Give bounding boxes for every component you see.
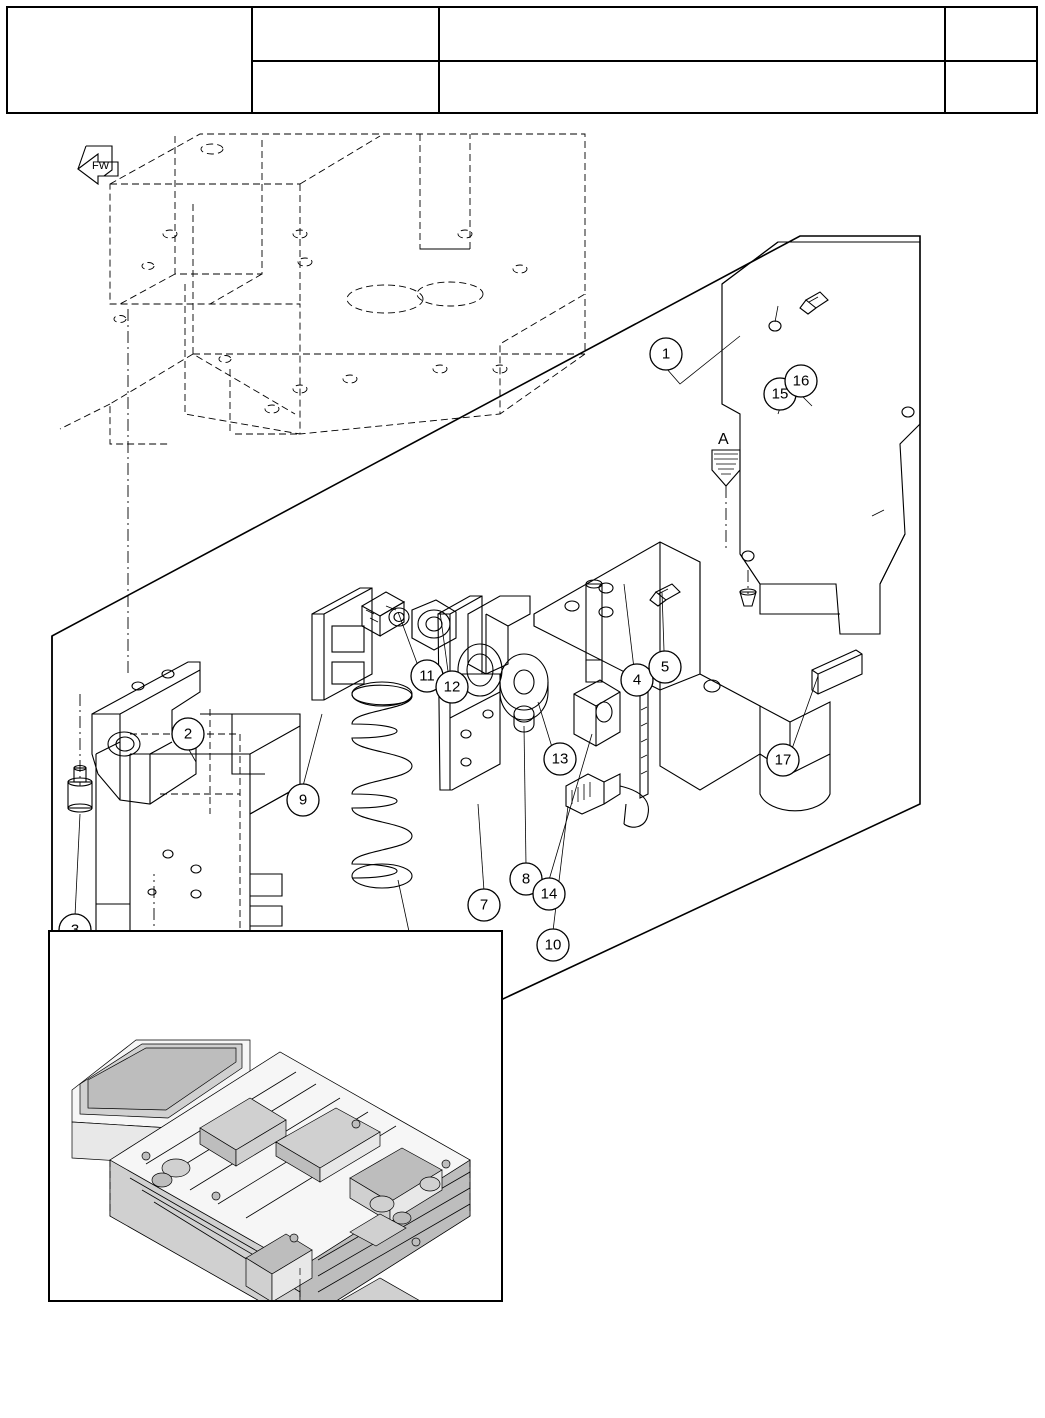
- section-arrow-a-right: [712, 431, 748, 594]
- section-label-a-right: A: [718, 431, 729, 448]
- balloon-label-17: 17: [774, 751, 792, 769]
- fw-direction-marker: [78, 146, 118, 184]
- balloon-1[interactable]: [650, 338, 682, 370]
- balloon-10[interactable]: [537, 929, 569, 961]
- balloon-14[interactable]: [533, 878, 565, 910]
- part-17-tab: [812, 650, 862, 694]
- balloon-label-14: 14: [540, 885, 558, 903]
- header-table: [6, 6, 1038, 114]
- part-5-screw-stack: [740, 589, 756, 606]
- balloon-label-7: 7: [479, 896, 489, 914]
- balloon-label-2: 2: [183, 725, 193, 743]
- header-cell-r1c2: [251, 8, 438, 60]
- header-cell-title: [8, 8, 251, 112]
- part-3-bushing: [68, 766, 92, 813]
- balloon-label-10: 10: [544, 936, 562, 954]
- part-6-coil-spring: [352, 682, 412, 888]
- balloon-label-4: 4: [632, 671, 642, 689]
- balloon-17[interactable]: [767, 744, 799, 776]
- balloon-2[interactable]: [172, 718, 204, 750]
- header-cell-r2c3: [438, 60, 944, 112]
- header-cell-r2c4: [944, 60, 1040, 112]
- header-cell-r1c3: [438, 8, 944, 60]
- balloon-7[interactable]: [468, 889, 500, 921]
- balloon-9[interactable]: [287, 784, 319, 816]
- balloon-label-1: 1: [661, 345, 671, 363]
- balloon-label-9: 9: [298, 791, 308, 809]
- part-14-solenoid: [574, 580, 620, 746]
- balloon-label-13: 13: [551, 750, 569, 768]
- balloon-label-8: 8: [521, 870, 531, 888]
- balloon-label-11: 11: [419, 667, 435, 685]
- header-cell-r1c4: [944, 8, 1040, 60]
- part-11-sensor: [362, 592, 409, 636]
- balloon-label-5: 5: [660, 658, 670, 676]
- balloon-label-16: 16: [792, 372, 810, 390]
- header-cell-r2c2: [251, 60, 438, 112]
- fw-label: FW: [92, 160, 110, 172]
- balloon-5[interactable]: [649, 651, 681, 683]
- balloon-label-15: 15: [771, 385, 789, 403]
- machine-photo-render: [72, 1040, 470, 1300]
- balloon-4[interactable]: [621, 664, 653, 696]
- photo-inset-panel: [48, 930, 503, 1302]
- balloon-16[interactable]: [785, 365, 817, 397]
- balloon-label-12: 12: [443, 678, 461, 696]
- part-15-leader: [775, 306, 778, 322]
- part-1-side-cover: [722, 242, 920, 634]
- balloon-12[interactable]: [436, 671, 468, 703]
- part-16-screw: [800, 292, 828, 314]
- phantom-frame-upper: [60, 134, 585, 444]
- part-2-left-bracket: [92, 662, 300, 964]
- leader-lines: [75, 336, 818, 955]
- balloon-13[interactable]: [544, 743, 576, 775]
- part-5-screw: [650, 584, 680, 606]
- part-roller-hook: [458, 596, 530, 696]
